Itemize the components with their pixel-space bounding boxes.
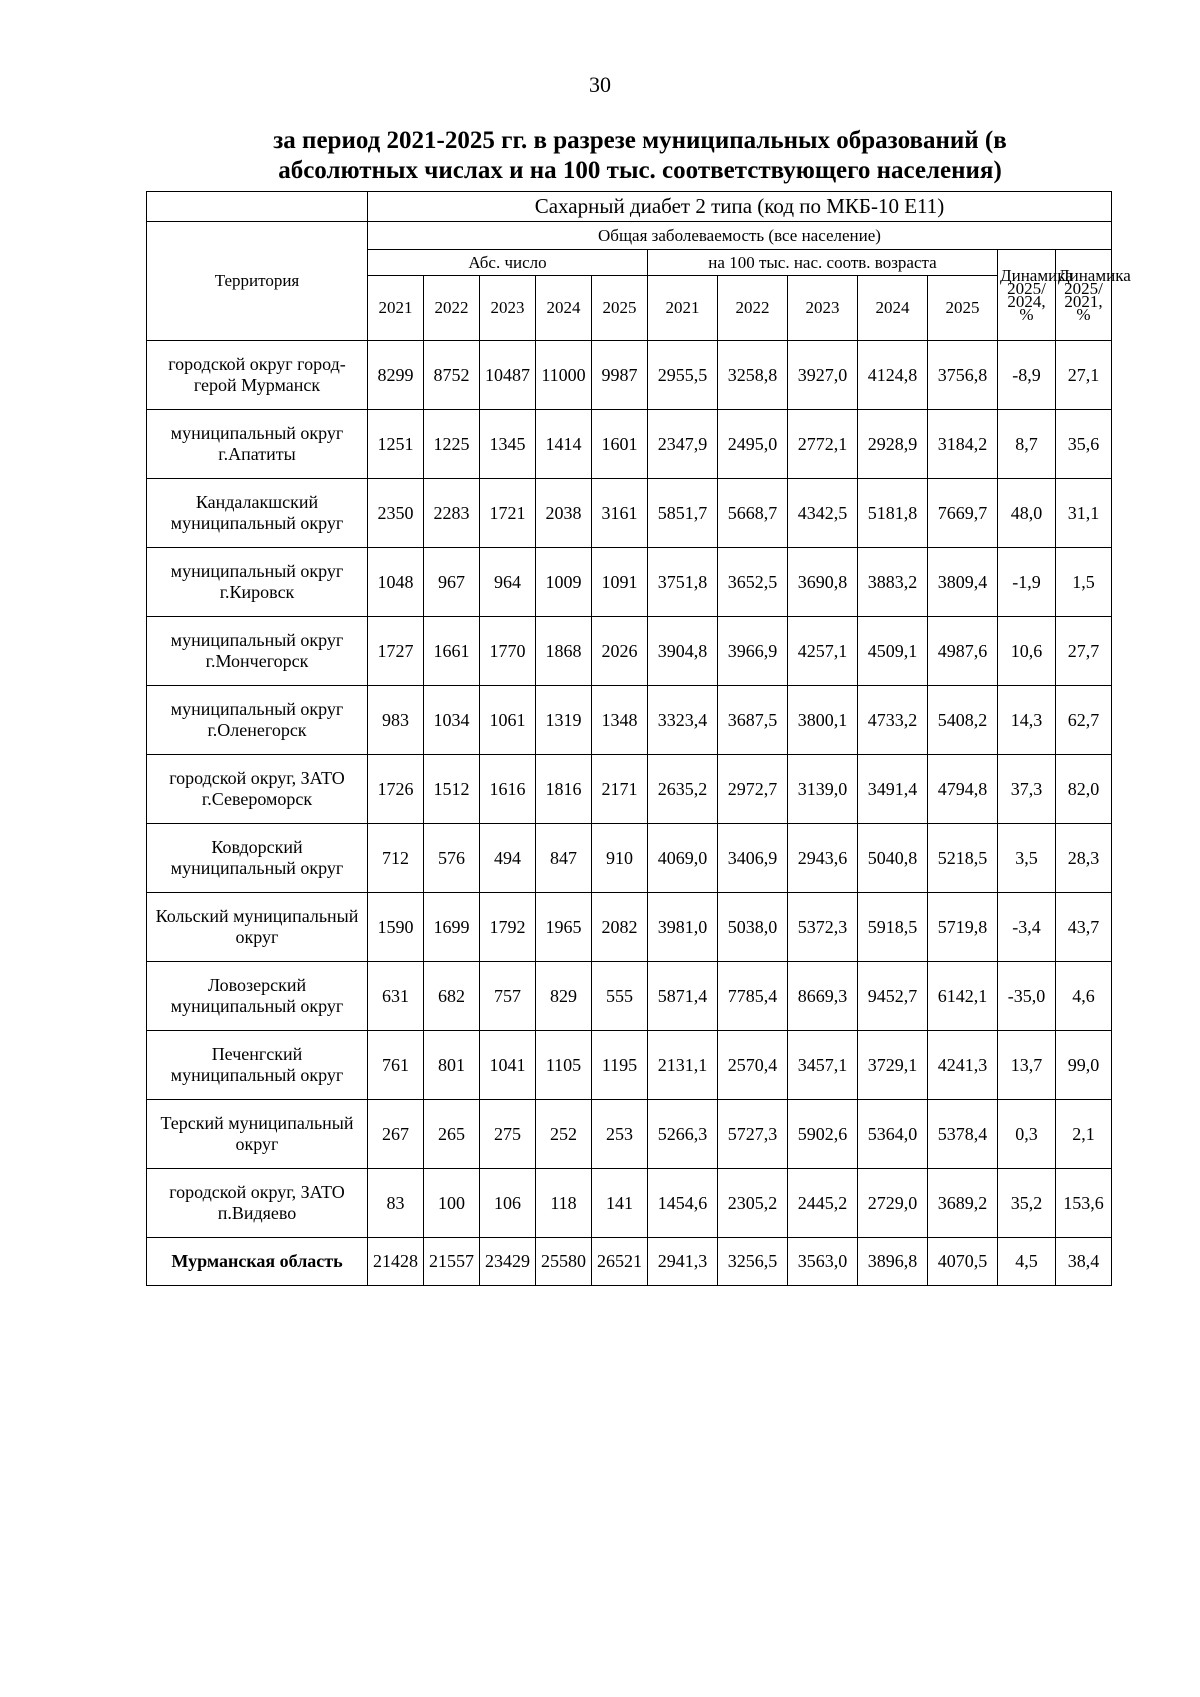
header-rate-year-2021: 2021 — [648, 276, 718, 341]
abs-value-cell: 983 — [368, 686, 424, 755]
territory-cell: муниципальный округ г.Оленегорск — [147, 686, 368, 755]
abs-value-cell: 1816 — [536, 755, 592, 824]
rate-value-cell: 3258,8 — [718, 341, 788, 410]
header-dynamics-2025-2021: Динамика 2025/ 2021, % — [1056, 250, 1112, 341]
header-abs: Абс. число — [368, 250, 648, 276]
rate-value-cell: 5378,4 — [928, 1100, 998, 1169]
title-line-1: за период 2021-2025 гг. в разрезе муниципальных образований (в — [273, 127, 1007, 154]
abs-value-cell: 8299 — [368, 341, 424, 410]
abs-value-cell: 1041 — [480, 1031, 536, 1100]
rate-value-cell: 3927,0 — [788, 341, 858, 410]
territory-cell: городской округ, ЗАТО п.Видяево — [147, 1169, 368, 1238]
rate-value-cell: 5408,2 — [928, 686, 998, 755]
header-territory: Территория — [147, 222, 368, 341]
table-row — [147, 893, 1112, 962]
dynamics-2025-2021-cell: 35,6 — [1056, 410, 1112, 479]
abs-value-cell: 1061 — [480, 686, 536, 755]
header-blank — [147, 192, 368, 222]
dynamics-2025-2021-cell: 27,7 — [1056, 617, 1112, 686]
abs-value-cell: 23429 — [480, 1238, 536, 1286]
rate-value-cell: 3457,1 — [788, 1031, 858, 1100]
abs-value-cell: 1590 — [368, 893, 424, 962]
rate-value-cell: 3690,8 — [788, 548, 858, 617]
abs-value-cell: 1868 — [536, 617, 592, 686]
abs-value-cell: 10487 — [480, 341, 536, 410]
header-abs-year-2024: 2024 — [536, 276, 592, 341]
rate-value-cell: 5719,8 — [928, 893, 998, 962]
header-abs-year-2022: 2022 — [424, 276, 480, 341]
abs-value-cell: 1727 — [368, 617, 424, 686]
rate-value-cell: 3256,5 — [718, 1238, 788, 1286]
abs-value-cell: 265 — [424, 1100, 480, 1169]
rate-value-cell: 2495,0 — [718, 410, 788, 479]
rate-value-cell: 1454,6 — [648, 1169, 718, 1238]
header-rate-year-2024: 2024 — [858, 276, 928, 341]
rate-value-cell: 4794,8 — [928, 755, 998, 824]
abs-value-cell: 967 — [424, 548, 480, 617]
abs-value-cell: 1348 — [592, 686, 648, 755]
dynamics-2025-2024-cell: 48,0 — [998, 479, 1056, 548]
abs-value-cell: 1319 — [536, 686, 592, 755]
dynamics-2025-2024-cell: 35,2 — [998, 1169, 1056, 1238]
rate-value-cell: 5218,5 — [928, 824, 998, 893]
rate-value-cell: 3966,9 — [718, 617, 788, 686]
rate-value-cell: 5871,4 — [648, 962, 718, 1031]
table-row — [147, 617, 1112, 686]
abs-value-cell: 252 — [536, 1100, 592, 1169]
territory-cell: муниципальный округ г.Кировск — [147, 548, 368, 617]
dynamics-2025-2024-cell: -3,4 — [998, 893, 1056, 962]
rate-value-cell: 5040,8 — [858, 824, 928, 893]
abs-value-cell: 2038 — [536, 479, 592, 548]
rate-value-cell: 4342,5 — [788, 479, 858, 548]
abs-value-cell: 1721 — [480, 479, 536, 548]
dynamics-2025-2021-cell: 27,1 — [1056, 341, 1112, 410]
abs-value-cell: 9987 — [592, 341, 648, 410]
rate-value-cell: 6142,1 — [928, 962, 998, 1031]
statistics-table — [146, 191, 1131, 1286]
abs-value-cell: 1414 — [536, 410, 592, 479]
header-dynamics-2025-2024: Динамика 2025/ 2024, % — [998, 250, 1056, 341]
abs-value-cell: 1965 — [536, 893, 592, 962]
table-row — [147, 962, 1112, 1031]
dynamics-2025-2021-cell: 2,1 — [1056, 1100, 1112, 1169]
abs-value-cell: 141 — [592, 1169, 648, 1238]
rate-value-cell: 2941,3 — [648, 1238, 718, 1286]
rate-value-cell: 4124,8 — [858, 341, 928, 410]
header-abs-year-2025: 2025 — [592, 276, 648, 341]
abs-value-cell: 1009 — [536, 548, 592, 617]
rate-value-cell: 5364,0 — [858, 1100, 928, 1169]
territory-cell: городской округ, ЗАТО г.Североморск — [147, 755, 368, 824]
rate-value-cell: 3491,4 — [858, 755, 928, 824]
rate-value-cell: 5851,7 — [648, 479, 718, 548]
abs-value-cell: 964 — [480, 548, 536, 617]
dynamics-2025-2024-cell: 13,7 — [998, 1031, 1056, 1100]
rate-value-cell: 3883,2 — [858, 548, 928, 617]
rate-value-cell: 3896,8 — [858, 1238, 928, 1286]
rate-value-cell: 2972,7 — [718, 755, 788, 824]
abs-value-cell: 1726 — [368, 755, 424, 824]
table-row — [147, 686, 1112, 755]
abs-value-cell: 829 — [536, 962, 592, 1031]
territory-cell: Терский муниципальный округ — [147, 1100, 368, 1169]
abs-value-cell: 1034 — [424, 686, 480, 755]
abs-value-cell: 2026 — [592, 617, 648, 686]
rate-value-cell: 5668,7 — [718, 479, 788, 548]
dynamics-2025-2024-cell: 0,3 — [998, 1100, 1056, 1169]
abs-value-cell: 253 — [592, 1100, 648, 1169]
rate-value-cell: 7669,7 — [928, 479, 998, 548]
abs-value-cell: 3161 — [592, 479, 648, 548]
territory-cell: Печенгский муниципальный округ — [147, 1031, 368, 1100]
header-per100k: на 100 тыс. нас. соотв. возраста — [648, 250, 998, 276]
abs-value-cell: 682 — [424, 962, 480, 1031]
header-rate-year-2023: 2023 — [788, 276, 858, 341]
table-row — [147, 548, 1112, 617]
abs-value-cell: 1105 — [536, 1031, 592, 1100]
dynamics-2025-2021-cell: 4,6 — [1056, 962, 1112, 1031]
dynamics-2025-2021-cell: 38,4 — [1056, 1238, 1112, 1286]
abs-value-cell: 1792 — [480, 893, 536, 962]
dynamics-2025-2021-cell: 1,5 — [1056, 548, 1112, 617]
rate-value-cell: 3406,9 — [718, 824, 788, 893]
abs-value-cell: 1091 — [592, 548, 648, 617]
rate-value-cell: 4257,1 — [788, 617, 858, 686]
territory-cell: Кандалакшский муниципальный округ — [147, 479, 368, 548]
abs-value-cell: 2082 — [592, 893, 648, 962]
table-row — [147, 410, 1112, 479]
territory-cell: Мурманская область — [147, 1238, 368, 1286]
rate-value-cell: 4069,0 — [648, 824, 718, 893]
table-row — [147, 341, 1112, 410]
header-disease: Сахарный диабет 2 типа (код по МКБ-10 Е11) — [368, 192, 1112, 222]
abs-value-cell: 1195 — [592, 1031, 648, 1100]
abs-value-cell: 8752 — [424, 341, 480, 410]
rate-value-cell: 2347,9 — [648, 410, 718, 479]
abs-value-cell: 1661 — [424, 617, 480, 686]
dynamics-2025-2024-cell: -8,9 — [998, 341, 1056, 410]
dynamics-2025-2021-cell: 99,0 — [1056, 1031, 1112, 1100]
territory-cell: городской округ город-герой Мурманск — [147, 341, 368, 410]
rate-value-cell: 3904,8 — [648, 617, 718, 686]
dynamics-2025-2024-cell: -1,9 — [998, 548, 1056, 617]
rate-value-cell: 3981,0 — [648, 893, 718, 962]
dynamics-2025-2024-cell: 4,5 — [998, 1238, 1056, 1286]
document-title — [200, 126, 1080, 186]
abs-value-cell: 100 — [424, 1169, 480, 1238]
rate-value-cell: 3323,4 — [648, 686, 718, 755]
rate-value-cell: 3139,0 — [788, 755, 858, 824]
abs-value-cell: 631 — [368, 962, 424, 1031]
abs-value-cell: 21557 — [424, 1238, 480, 1286]
dynamics-2025-2024-cell: 3,5 — [998, 824, 1056, 893]
header-abs-year-2023: 2023 — [480, 276, 536, 341]
abs-value-cell: 757 — [480, 962, 536, 1031]
territory-cell: муниципальный округ г.Мончегорск — [147, 617, 368, 686]
abs-value-cell: 1616 — [480, 755, 536, 824]
territory-cell: муниципальный округ г.Апатиты — [147, 410, 368, 479]
table-row — [147, 824, 1112, 893]
dynamics-2025-2021-cell: 62,7 — [1056, 686, 1112, 755]
dynamics-2025-2024-cell: -35,0 — [998, 962, 1056, 1031]
rate-value-cell: 3729,1 — [858, 1031, 928, 1100]
dynamics-2025-2024-cell: 37,3 — [998, 755, 1056, 824]
table-row — [147, 1100, 1112, 1169]
rate-value-cell: 4241,3 — [928, 1031, 998, 1100]
rate-value-cell: 5727,3 — [718, 1100, 788, 1169]
rate-value-cell: 2131,1 — [648, 1031, 718, 1100]
rate-value-cell: 2955,5 — [648, 341, 718, 410]
rate-value-cell: 4987,6 — [928, 617, 998, 686]
rate-value-cell: 4733,2 — [858, 686, 928, 755]
rate-value-cell: 5902,6 — [788, 1100, 858, 1169]
rate-value-cell: 2635,2 — [648, 755, 718, 824]
rate-value-cell: 7785,4 — [718, 962, 788, 1031]
abs-value-cell: 712 — [368, 824, 424, 893]
rate-value-cell: 3563,0 — [788, 1238, 858, 1286]
page-number: 30 — [589, 72, 611, 97]
abs-value-cell: 267 — [368, 1100, 424, 1169]
dynamics-2025-2021-cell: 82,0 — [1056, 755, 1112, 824]
abs-value-cell: 275 — [480, 1100, 536, 1169]
header-incidence: Общая заболеваемость (все население) — [368, 222, 1112, 250]
rate-value-cell: 5038,0 — [718, 893, 788, 962]
abs-value-cell: 83 — [368, 1169, 424, 1238]
header-abs-year-2021: 2021 — [368, 276, 424, 341]
rate-value-cell: 3751,8 — [648, 548, 718, 617]
abs-value-cell: 21428 — [368, 1238, 424, 1286]
header-rate-year-2025: 2025 — [928, 276, 998, 341]
abs-value-cell: 11000 — [536, 341, 592, 410]
dynamics-2025-2021-cell: 28,3 — [1056, 824, 1112, 893]
rate-value-cell: 2445,2 — [788, 1169, 858, 1238]
abs-value-cell: 801 — [424, 1031, 480, 1100]
territory-cell: Ковдорский муниципальный округ — [147, 824, 368, 893]
abs-value-cell: 118 — [536, 1169, 592, 1238]
abs-value-cell: 576 — [424, 824, 480, 893]
rate-value-cell: 2928,9 — [858, 410, 928, 479]
rate-value-cell: 4070,5 — [928, 1238, 998, 1286]
rate-value-cell: 8669,3 — [788, 962, 858, 1031]
abs-value-cell: 1251 — [368, 410, 424, 479]
abs-value-cell: 910 — [592, 824, 648, 893]
rate-value-cell: 2729,0 — [858, 1169, 928, 1238]
header-rate-year-2022: 2022 — [718, 276, 788, 341]
abs-value-cell: 2171 — [592, 755, 648, 824]
table-row — [147, 1031, 1112, 1100]
abs-value-cell: 847 — [536, 824, 592, 893]
rate-value-cell: 5181,8 — [858, 479, 928, 548]
abs-value-cell: 2283 — [424, 479, 480, 548]
abs-value-cell: 494 — [480, 824, 536, 893]
abs-value-cell: 1345 — [480, 410, 536, 479]
abs-value-cell: 2350 — [368, 479, 424, 548]
rate-value-cell: 2305,2 — [718, 1169, 788, 1238]
dynamics-2025-2021-cell: 43,7 — [1056, 893, 1112, 962]
abs-value-cell: 1225 — [424, 410, 480, 479]
abs-value-cell: 1770 — [480, 617, 536, 686]
dynamics-2025-2024-cell: 8,7 — [998, 410, 1056, 479]
rate-value-cell: 3689,2 — [928, 1169, 998, 1238]
table-row — [147, 1169, 1112, 1238]
dynamics-2025-2021-cell: 31,1 — [1056, 479, 1112, 548]
table-row — [147, 755, 1112, 824]
abs-value-cell: 26521 — [592, 1238, 648, 1286]
territory-cell: Кольский муниципальный округ — [147, 893, 368, 962]
abs-value-cell: 1601 — [592, 410, 648, 479]
rate-value-cell: 3652,5 — [718, 548, 788, 617]
territory-cell: Ловозерский муниципальный округ — [147, 962, 368, 1031]
rate-value-cell: 3756,8 — [928, 341, 998, 410]
rate-value-cell: 2943,6 — [788, 824, 858, 893]
rate-value-cell: 3809,4 — [928, 548, 998, 617]
abs-value-cell: 761 — [368, 1031, 424, 1100]
rate-value-cell: 5372,3 — [788, 893, 858, 962]
dynamics-2025-2024-cell: 10,6 — [998, 617, 1056, 686]
rate-value-cell: 2772,1 — [788, 410, 858, 479]
abs-value-cell: 555 — [592, 962, 648, 1031]
abs-value-cell: 1512 — [424, 755, 480, 824]
title-line-2: абсолютных числах и на 100 тыс. соответствующего населения) — [278, 157, 1002, 184]
rate-value-cell: 3184,2 — [928, 410, 998, 479]
rate-value-cell: 9452,7 — [858, 962, 928, 1031]
abs-value-cell: 25580 — [536, 1238, 592, 1286]
rate-value-cell: 2570,4 — [718, 1031, 788, 1100]
rate-value-cell: 4509,1 — [858, 617, 928, 686]
table-total-row — [147, 1238, 1112, 1286]
dynamics-2025-2024-cell: 14,3 — [998, 686, 1056, 755]
abs-value-cell: 106 — [480, 1169, 536, 1238]
rate-value-cell: 5266,3 — [648, 1100, 718, 1169]
dynamics-2025-2021-cell: 153,6 — [1056, 1169, 1112, 1238]
rate-value-cell: 5918,5 — [858, 893, 928, 962]
abs-value-cell: 1699 — [424, 893, 480, 962]
rate-value-cell: 3800,1 — [788, 686, 858, 755]
abs-value-cell: 1048 — [368, 548, 424, 617]
table-row — [147, 479, 1112, 548]
rate-value-cell: 3687,5 — [718, 686, 788, 755]
